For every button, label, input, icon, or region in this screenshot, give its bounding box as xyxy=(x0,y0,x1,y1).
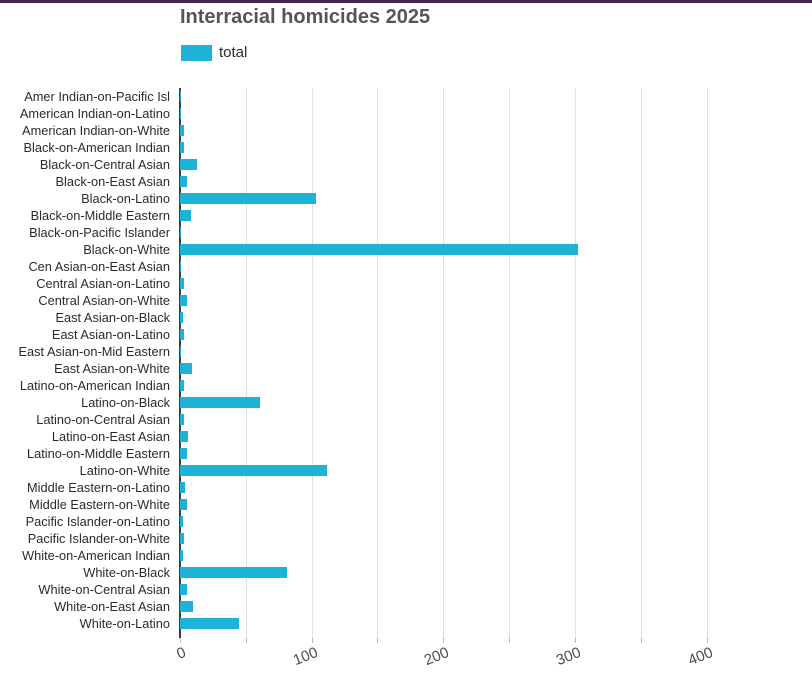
category-label: Black-on-Latino xyxy=(81,191,170,206)
category-label: Latino-on-East Asian xyxy=(51,429,170,444)
category-label: Middle Eastern-on-White xyxy=(29,497,170,512)
chart-row xyxy=(0,258,812,275)
category-label: White-on-Latino xyxy=(79,616,170,631)
bar xyxy=(180,142,184,153)
bar-track xyxy=(180,224,810,241)
bar xyxy=(180,499,187,510)
category-label: East Asian-on-Mid Eastern xyxy=(18,344,170,359)
bar xyxy=(180,193,316,204)
bar xyxy=(180,125,184,136)
chart-row xyxy=(0,156,812,173)
bar-track xyxy=(180,496,810,513)
bar xyxy=(180,108,181,119)
category-label: Central Asian-on-Latino xyxy=(36,276,170,291)
chart-row xyxy=(0,394,812,411)
axis-tick xyxy=(707,638,708,643)
chart-row xyxy=(0,88,812,105)
axis-tick xyxy=(443,638,444,643)
bar-track xyxy=(180,581,810,598)
chart-row xyxy=(0,173,812,190)
category-label: White-on-Black xyxy=(83,565,170,580)
category-label: Black-on-Middle Eastern xyxy=(30,208,170,223)
chart-row xyxy=(0,615,812,632)
category-label: Cen Asian-on-East Asian xyxy=(28,259,170,274)
bar-track xyxy=(180,513,810,530)
chart-row xyxy=(0,326,812,343)
bar-track xyxy=(180,598,810,615)
chart-row xyxy=(0,105,812,122)
bar-track xyxy=(180,547,810,564)
category-label: East Asian-on-Black xyxy=(55,310,170,325)
x-tick-label: 100 xyxy=(290,644,321,670)
category-label: Black-on-White xyxy=(83,242,170,257)
bar xyxy=(180,414,184,425)
bar-track xyxy=(180,479,810,496)
bar-track xyxy=(180,462,810,479)
category-label: Middle Eastern-on-Latino xyxy=(27,480,170,495)
category-label: White-on-Central Asian xyxy=(38,582,170,597)
chart-title: Interracial homicides 2025 xyxy=(180,6,431,28)
chart-row xyxy=(0,207,812,224)
chart-row xyxy=(0,190,812,207)
category-label: Latino-on-American Indian xyxy=(19,378,170,393)
bar-track xyxy=(180,292,810,309)
chart-row xyxy=(0,309,812,326)
x-tick-label: 0 xyxy=(174,644,189,663)
chart-row xyxy=(0,462,812,479)
axis-tick xyxy=(246,638,247,643)
chart-row xyxy=(0,581,812,598)
category-label: Pacific Islander-on-White xyxy=(27,531,170,546)
x-tick-label: 400 xyxy=(685,644,715,670)
bar xyxy=(180,261,181,272)
bar-track xyxy=(180,360,810,377)
bar-track xyxy=(180,275,810,292)
bar xyxy=(180,91,181,102)
bar-track xyxy=(180,343,810,360)
bar-track xyxy=(180,615,810,632)
chart-row xyxy=(0,530,812,547)
bar xyxy=(180,278,184,289)
axis-tick xyxy=(509,638,510,643)
chart-row xyxy=(0,479,812,496)
bar xyxy=(180,380,184,391)
bar-track xyxy=(180,564,810,581)
chart-row xyxy=(0,139,812,156)
chart-row xyxy=(0,377,812,394)
bar xyxy=(180,516,183,527)
bar xyxy=(180,482,185,493)
bar xyxy=(180,465,327,476)
bar xyxy=(180,618,239,629)
chart-row xyxy=(0,513,812,530)
bar-track xyxy=(180,139,810,156)
bar xyxy=(180,448,187,459)
bar xyxy=(180,312,183,323)
chart-row xyxy=(0,360,812,377)
axis-tick xyxy=(575,638,576,643)
bar xyxy=(180,295,187,306)
chart-row xyxy=(0,564,812,581)
chart-row xyxy=(0,411,812,428)
bar-track xyxy=(180,258,810,275)
bar xyxy=(180,363,192,374)
chart-row xyxy=(0,292,812,309)
bar-rows xyxy=(0,88,812,632)
bar-track xyxy=(180,428,810,445)
axis-tick xyxy=(641,638,642,643)
bar xyxy=(180,227,181,238)
bar-track xyxy=(180,309,810,326)
bar-track xyxy=(180,156,810,173)
category-label: Latino-on-Central Asian xyxy=(36,412,170,427)
chart-row xyxy=(0,428,812,445)
bar-track xyxy=(180,241,810,258)
x-tick-label: 300 xyxy=(553,644,584,670)
category-label: Central Asian-on-White xyxy=(38,293,170,308)
axis-tick xyxy=(377,638,378,643)
chart-row xyxy=(0,343,812,360)
category-label: Amer Indian-on-Pacific Isl xyxy=(24,89,170,104)
category-label: Latino-on-Middle Eastern xyxy=(27,446,170,461)
bar xyxy=(180,584,187,595)
bar-track xyxy=(180,105,810,122)
category-label: White-on-American Indian xyxy=(22,548,170,563)
bar xyxy=(180,550,183,561)
category-label: American Indian-on-Latino xyxy=(19,106,170,121)
bar xyxy=(180,346,181,357)
category-label: Black-on-American Indian xyxy=(23,140,170,155)
bar xyxy=(180,431,188,442)
chart-row xyxy=(0,275,812,292)
bar-track xyxy=(180,377,810,394)
bar xyxy=(180,329,184,340)
category-label: Black-on-Central Asian xyxy=(39,157,170,172)
bar-track xyxy=(180,411,810,428)
bar xyxy=(180,210,191,221)
bar-track xyxy=(180,88,810,105)
chart-row xyxy=(0,122,812,139)
bar xyxy=(180,601,193,612)
category-label: East Asian-on-White xyxy=(54,361,170,376)
x-tick-label: 200 xyxy=(422,644,452,670)
bar-track xyxy=(180,326,810,343)
bar-track xyxy=(180,394,810,411)
bar-track xyxy=(180,122,810,139)
category-label: Latino-on-White xyxy=(79,463,170,478)
bar-track xyxy=(180,207,810,224)
legend-label: total xyxy=(219,44,248,61)
bar xyxy=(180,533,184,544)
category-label: Black-on-Pacific Islander xyxy=(29,225,170,240)
axis-tick xyxy=(312,638,313,643)
chart-row xyxy=(0,224,812,241)
chart-row xyxy=(0,547,812,564)
bar-track xyxy=(180,173,810,190)
bar-track xyxy=(180,190,810,207)
chart-row xyxy=(0,598,812,615)
bar xyxy=(180,176,187,187)
chart-row xyxy=(0,496,812,513)
bar xyxy=(180,159,197,170)
bar xyxy=(180,244,578,255)
category-label: East Asian-on-Latino xyxy=(51,327,170,342)
category-label: White-on-East Asian xyxy=(54,599,170,614)
bar xyxy=(180,397,260,408)
chart-row xyxy=(0,241,812,258)
bar xyxy=(180,567,287,578)
axis-tick xyxy=(180,638,181,643)
category-label: Pacific Islander-on-Latino xyxy=(25,514,170,529)
chart-row xyxy=(0,445,812,462)
bar-track xyxy=(180,530,810,547)
category-label: American Indian-on-White xyxy=(22,123,170,138)
category-label: Black-on-East Asian xyxy=(55,174,170,189)
bar-track xyxy=(180,445,810,462)
category-label: Latino-on-Black xyxy=(81,395,170,410)
